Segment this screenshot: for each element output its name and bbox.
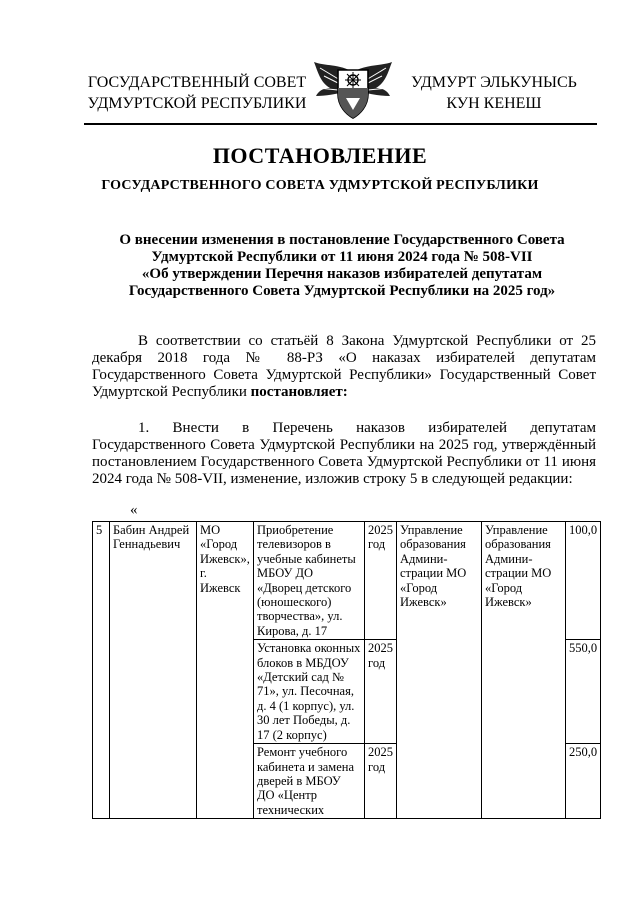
table-row bbox=[93, 522, 601, 640]
clause-1-paragraph: 1. Внести в Перечень наказов избирателей депутатам Государственного Совета Удмуртской Республики на 2025 год, утверждённый постановлением Государственного Совета Удмуртской Республики от 11 июня 2024 года № 508-VII, изменение, изложив строку 5 в следующей редакции: bbox=[92, 420, 596, 487]
resolution-heading-line2: Удмуртской Республики от 11 июня 2024 года № 508-VII bbox=[151, 249, 533, 265]
order-object: Приобретение телевизоров в учебные кабинеты МБОУ ДО «Дворец детского (юношеского) творчества», ул. Кирова, д. 17 bbox=[254, 522, 365, 640]
order-year: 2025 год bbox=[365, 744, 397, 819]
order-sum: 100,0 bbox=[566, 522, 601, 640]
orders-table bbox=[92, 521, 601, 819]
order-year: 2025 год bbox=[365, 640, 397, 744]
order-year: 2025 год bbox=[365, 522, 397, 640]
header-right-line1: УДМУРТ ЭЛЬКУНЫСЬ bbox=[411, 74, 577, 91]
order-sum: 550,0 bbox=[566, 640, 601, 744]
resolution-heading-line1: О внесении изменения в постановление Государственного Совета bbox=[119, 232, 565, 248]
header-right-line2: КУН КЕНЕШ bbox=[446, 95, 542, 112]
row-number: 5 bbox=[93, 522, 110, 819]
preamble-decision-word: постановляет: bbox=[250, 384, 348, 400]
order-sum: 250,0 bbox=[566, 744, 601, 819]
resolution-heading bbox=[92, 232, 592, 300]
order-object: Установка оконных блоков в МБДОУ «Детский сад № 71», ул. Песочная, д. 4 (1 корпус), ул. 30 лет Победы, д. 17 (2 корпус) bbox=[254, 640, 365, 744]
resolution-heading-line4: Государственного Совета Удмуртской Республики на 2025 год» bbox=[128, 283, 556, 299]
header-right bbox=[404, 72, 584, 114]
opening-quote: « bbox=[130, 502, 138, 518]
preamble-paragraph bbox=[92, 333, 596, 401]
resolution-heading-line3: «Об утверждении Перечня наказов избирателей депутатам bbox=[141, 266, 543, 282]
header-divider bbox=[84, 123, 597, 125]
deputy-name: Бабин Андрей Геннадьевич bbox=[110, 522, 197, 819]
executor: Управление образования Админи-страции МО «Город Ижевск» bbox=[397, 522, 482, 819]
header-left-line2: УДМУРТСКОЙ РЕСПУБЛИКИ bbox=[87, 95, 307, 112]
document-title: ПОСТАНОВЛЕНИЕ bbox=[212, 143, 428, 168]
document-subtitle: ГОСУДАРСТВЕННОГО СОВЕТА УДМУРТСКОЙ РЕСПУБЛИКИ bbox=[101, 178, 539, 193]
udmurt-coat-of-arms-icon bbox=[310, 58, 396, 122]
header-left bbox=[86, 72, 308, 114]
order-object: Ремонт учебного кабинета и замена дверей в МБОУ ДО «Центр технических bbox=[254, 744, 365, 819]
header-left-line1: ГОСУДАРСТВЕННЫЙ СОВЕТ bbox=[87, 74, 307, 91]
municipality: МО «Город Ижевск», г. Ижевск bbox=[197, 522, 254, 819]
preamble-text: В соответствии со статьёй 8 Закона Удмуртской Республики от 25 декабря 2018 года № 88-РЗ «О наказах избирателей депутатам Государственного Совета Удмуртской Республики» Государственный Совет Удмуртской Республики bbox=[92, 333, 596, 400]
controller: Управление образования Админи-страции МО «Город Ижевск» bbox=[482, 522, 566, 819]
